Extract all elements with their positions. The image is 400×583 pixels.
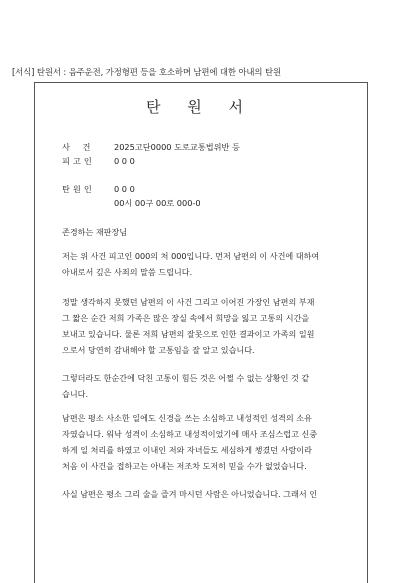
- case-row: [62, 142, 240, 153]
- petitioner-address: 00시 00구 00로 000-0: [114, 198, 201, 208]
- paragraph-line: 그 짧은 순간 저희 가족은 많은 장실 속에서 희망을 잃고 고통의 시간을: [62, 313, 310, 323]
- case-value: 2025고단0000 도로교통법위반 등: [114, 142, 240, 152]
- paragraph-1: [62, 248, 362, 280]
- document-caption: [서식] 탄원서 : 음주운전, 가정형편 등을 호소하며 남편에 대한 아내의 탄원: [12, 67, 281, 77]
- paragraph-line: 습니다.: [62, 389, 89, 399]
- paragraph-3: [62, 370, 362, 402]
- greeting-text: 존경하는 재판장님: [62, 227, 128, 237]
- paragraph-line: 그렇더라도 한순간에 닥친 고통이 힘든 것은 어쩔 수 없는 상황인 것 같: [62, 373, 310, 383]
- defendant-value: 0 0 0: [114, 156, 135, 166]
- paragraph-line: 남편은 평소 사소한 일에도 신경을 쓰는 소심하고 내성적인 성격의 소유: [62, 413, 312, 423]
- paragraph-4: [62, 410, 362, 474]
- defendant-row: [62, 156, 135, 167]
- paragraph-line: 정말 생각하지 못했던 남편의 이 사건 그리고 이어진 가장인 남편의 부재: [62, 297, 315, 307]
- greeting: [62, 224, 362, 240]
- case-label: 사 건: [62, 142, 96, 152]
- paragraph-line: 으로서 당연히 감내해야 할 고통임을 잘 알고 있습니다.: [62, 345, 255, 355]
- petitioner-label: 탄원인: [62, 184, 95, 194]
- paragraph-line: 하게 일 처리를 하였고 이내인 저와 자녀들도 세심하게 챙겼던 사람이라: [62, 445, 312, 455]
- paragraph-line: 아내로서 깊은 사죄의 말씀 드립니다.: [62, 267, 193, 277]
- paragraph-line: 보내고 있습니다. 물론 저희 남편의 잘못으로 인한 결과이고 가족의 일원: [62, 329, 315, 339]
- paragraph-line: 사실 남편은 평소 그리 술을 즐겨 마시던 사람은 아니었습니다. 그래서 인: [62, 489, 318, 499]
- defendant-label: 피고인: [62, 156, 95, 166]
- paragraph-line: 저는 위 사건 피고인 000의 처 000입니다. 먼저 남편의 이 사건에 대하여: [62, 251, 320, 261]
- petitioner-value: 0 0 0: [114, 184, 135, 194]
- paragraph-5: [62, 486, 362, 502]
- paragraph-line: 자였습니다. 워낙 성격이 소심하고 내성적이었기에 매사 조심스럽고 신중: [62, 429, 318, 439]
- document-title: 탄 원 서: [145, 98, 254, 116]
- paragraph-2: [62, 294, 362, 358]
- petitioner-row: [62, 184, 135, 195]
- paragraph-line: 처음 이 사건을 접하고는 아내는 저조차 도저히 믿을 수가 없었습니다.: [62, 461, 307, 471]
